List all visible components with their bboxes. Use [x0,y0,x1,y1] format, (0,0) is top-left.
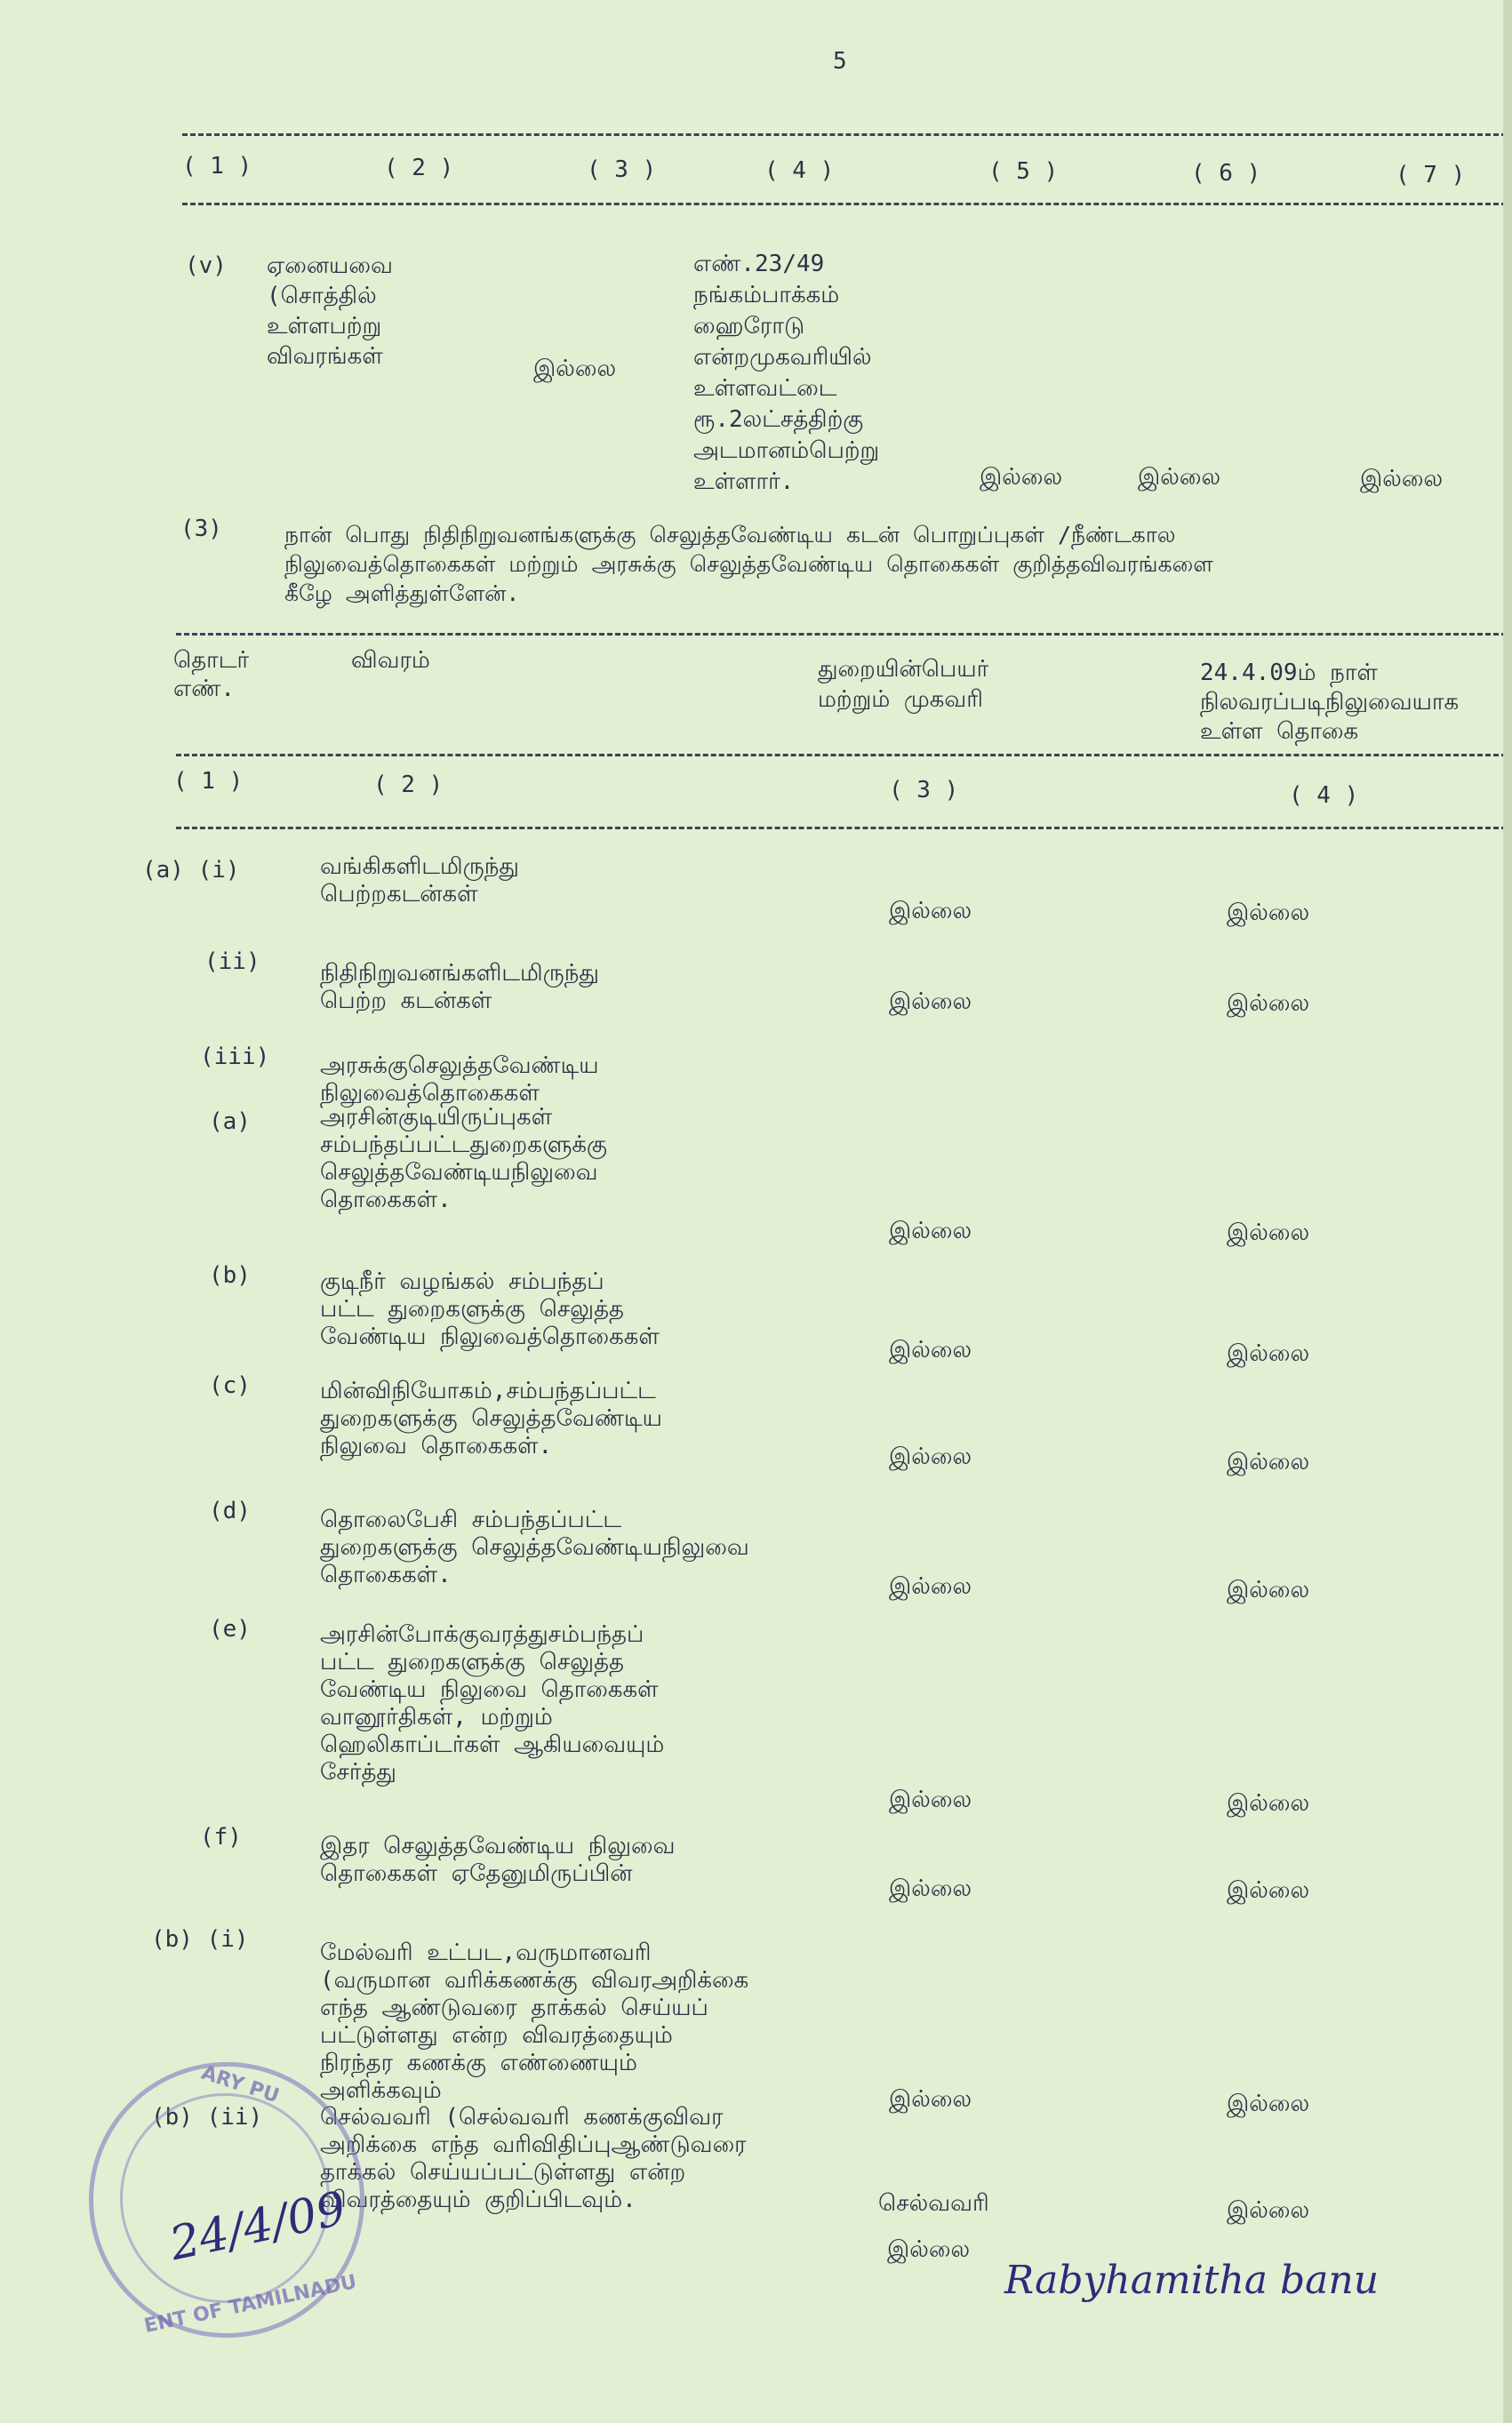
header-amount: உள்ள தொகை [1200,718,1359,745]
row-text-line: எந்த ஆண்டுவரை தாக்கல் செய்யப் [320,1995,708,2021]
row-col3: செல்வவரி [878,2190,989,2217]
row-col3: இல்லை [889,1573,972,1600]
rule-top-1 [182,133,1507,136]
row-text-line: பட்டுள்ளது என்ற விவரத்தையும் [320,2022,673,2049]
row-label: (b) [209,1262,251,1289]
signature: Rabyhamitha banu [1004,2258,1380,2303]
row-col3: இல்லை [889,1875,972,1902]
row-text-line: நிதிநிறுவனங்களிடமிருந்து [320,960,599,987]
header-amount: நிலவரப்படிநிலுவையாக [1200,689,1460,716]
row-col4-line: அடமானம்பெற்று [693,437,880,464]
row-col4: இல்லை [1227,1877,1310,1904]
row-item-line: ஏனையவை [267,252,393,279]
row-text-line: தொகைகள் ஏதேனுமிருப்பின் [320,1860,633,1887]
row-label: (a) (i) [142,857,240,884]
row-col3: இல்லை [889,1337,972,1363]
seal-text-bottom: ENT OF TAMILNADU [142,2270,359,2339]
table1-col-header: ( 1 ) [182,153,252,180]
row-text-line: நிலுவைத்தொகைகள் [320,1080,540,1107]
header-serial: தொடர் [173,647,250,674]
row-col4: இல்லை [1227,2091,1310,2117]
table1-col-header: ( 4 ) [764,157,835,184]
row-col4: இல்லை [1227,1449,1310,1475]
row-text-line: தொகைகள். [320,1187,452,1213]
header-dept: மற்றும் முகவரி [818,686,984,713]
row-label: (e) [209,1616,251,1643]
row-text-line: செலுத்தவேண்டியநிலுவை [320,1159,598,1186]
row-col3: இல்லை [887,2236,971,2263]
row-text-line: பெற்ற கடன்கள் [320,988,492,1014]
handwritten-date: 24/4/09 [164,2181,351,2272]
row-col3: இல்லை [889,1787,972,1813]
row-item-line: (சொத்தில் [267,283,377,309]
row-text-line: அரசின்போக்குவரத்துசம்பந்தப் [320,1621,644,1648]
row-text-line: வங்கிகளிடமிருந்து [320,853,519,880]
rule-t2-mid [176,754,1507,756]
table2-col-number: ( 1 ) [173,768,244,795]
row-item-line: விவரங்கள் [267,343,383,370]
table2-col-number: ( 2 ) [373,772,444,798]
row-text-line: பட்ட துறைகளுக்கு செலுத்த [320,1649,624,1675]
row-col4-line: நங்கம்பாக்கம் [693,282,840,308]
rule-t2-top [176,633,1507,636]
row-text-line: வேண்டிய நிலுவைத்தொகைகள் [320,1323,660,1350]
row-col4: இல்லை [1227,1340,1310,1367]
page-number: 5 [833,48,847,75]
table2-col-number: ( 4 ) [1289,782,1359,809]
row-col3: இல்லை [533,356,617,382]
section3-line: கீழே அளித்துள்ளேன். [284,580,520,606]
row-text-line: துறைகளுக்கு செலுத்தவேண்டியநிலுவை [320,1534,749,1561]
row-text-line: (வருமான வரிக்கணக்கு விவரஅறிக்கை [320,1967,749,1994]
header-serial: எண். [173,676,236,702]
row-col3: இல்லை [889,988,972,1015]
table1-col-header: ( 6 ) [1191,160,1261,187]
row-text-line: ஹெலிகாப்டர்கள் ஆகியவையும் [320,1731,665,1758]
row-col3: இல்லை [889,1218,972,1244]
table1-col-header: ( 2 ) [384,155,454,181]
row-text-line: மின்விநியோகம்,சம்பந்தப்பட்ட [320,1378,656,1404]
row-text-line: தொகைகள். [320,1562,452,1588]
row-col3: இல்லை [889,2086,972,2113]
row-text-line: அளிக்கவும் [320,2077,442,2104]
header-dept: துறையின்பெயர் [818,656,989,683]
row-text-line: மேல்வரி உட்பட,வருமானவரி [320,1939,652,1966]
row-label: (a) [209,1108,251,1135]
row-text-line: நிரந்தர கணக்கு எண்ணையும் [320,2050,637,2076]
row-col7: இல்லை [1360,466,1444,492]
row-label: (c) [209,1372,251,1399]
row-col4-line: எண்.23/49 [693,251,825,277]
row-text-line: சேர்த்து [320,1759,396,1786]
header-detail: விவரம் [351,647,430,674]
row-text-line: பெற்றகடன்கள் [320,881,478,908]
section3-line: நிலுவைத்தொகைகள் மற்றும் அரசுக்கு செலுத்தவேண்டிய தொகைகள் குறித்தவிவரங்களை [284,551,1213,577]
row-text-line: பட்ட துறைகளுக்கு செலுத்த [320,1296,624,1323]
rule-t2-bottom [176,827,1507,829]
row-label: (iii) [200,1044,270,1070]
section3-number: (3) [180,516,222,542]
row-text-line: அரசுக்குசெலுத்தவேண்டிய [320,1052,599,1079]
row-col4: இல்லை [1227,900,1310,926]
row-text-line: குடிநீர் வழங்கல் சம்பந்தப் [320,1268,604,1295]
row-text-line: இதர செலுத்தவேண்டிய நிலுவை [320,1833,676,1859]
table1-col-header: ( 5 ) [988,158,1059,185]
row-item-line: உள்ளபற்று [267,313,382,340]
row-label: (d) [209,1498,251,1524]
section3-line: நான் பொது நிதிநிறுவனங்களுக்கு செலுத்தவேண்டிய கடன் பொறுப்புகள் /நீண்டகால [284,522,1176,548]
row-col4: இல்லை [1227,1790,1310,1817]
row-text-line: விவரத்தையும் குறிப்பிடவும். [320,2187,636,2213]
row-col4-line: ஹைரோடு [693,313,805,340]
row-col4-line: உள்ளார். [693,468,795,495]
row-col4: இல்லை [1227,1577,1310,1603]
row-label: (b) (ii) [151,2104,263,2131]
row-text-line: அரசின்குடியிருப்புகள் [320,1104,553,1131]
row-text-line: செல்வவரி (செல்வவரி கணக்குவிவர [320,2104,724,2131]
row-col3: இல்லை [889,898,972,924]
row-label: (ii) [204,948,260,975]
row-label: (b) (i) [151,1926,249,1953]
header-amount: 24.4.09ம் நாள் [1200,660,1378,686]
rule-top-2 [182,203,1507,205]
row-text-line: சம்பந்தப்பட்டதுறைகளுக்கு [320,1132,607,1158]
row-text-line: வேண்டிய நிலுவை தொகைகள் [320,1676,659,1703]
row-text-line: அறிக்கை எந்த வரிவிதிப்புஆண்டுவரை [320,2131,747,2158]
row-col4-line: உள்ளவட்டை [693,375,837,402]
row-col5: இல்லை [980,464,1063,491]
seal-text-top: ARY PU [198,2061,282,2108]
row-col4-line: என்றமுகவரியில் [693,344,872,371]
row-col4: இல்லை [1227,2197,1310,2224]
table1-col-header: ( 3 ) [587,156,657,183]
row-col4: இல்லை [1227,1219,1310,1246]
table1-col-header: ( 7 ) [1396,162,1466,188]
row-col3: இல்லை [889,1443,972,1470]
table2-col-number: ( 3 ) [889,777,959,804]
row-col6: இல்லை [1138,464,1221,491]
row-text-line: துறைகளுக்கு செலுத்தவேண்டிய [320,1405,662,1432]
row-text-line: தொலைபேசி சம்பந்தப்பட்ட [320,1507,622,1533]
row-text-line: நிலுவை தொகைகள். [320,1433,553,1459]
row-text-line: வானூர்திகள், மற்றும் [320,1704,553,1731]
row-serial: (v) [185,252,227,279]
row-text-line: தாக்கல் செய்யப்பட்டுள்ளது என்ற [320,2159,686,2186]
row-col4-line: ரூ.2லட்சத்திற்கு [693,406,864,433]
page-edge [1503,0,1512,2423]
row-col4: இல்லை [1227,990,1310,1017]
row-label: (f) [200,1824,242,1851]
